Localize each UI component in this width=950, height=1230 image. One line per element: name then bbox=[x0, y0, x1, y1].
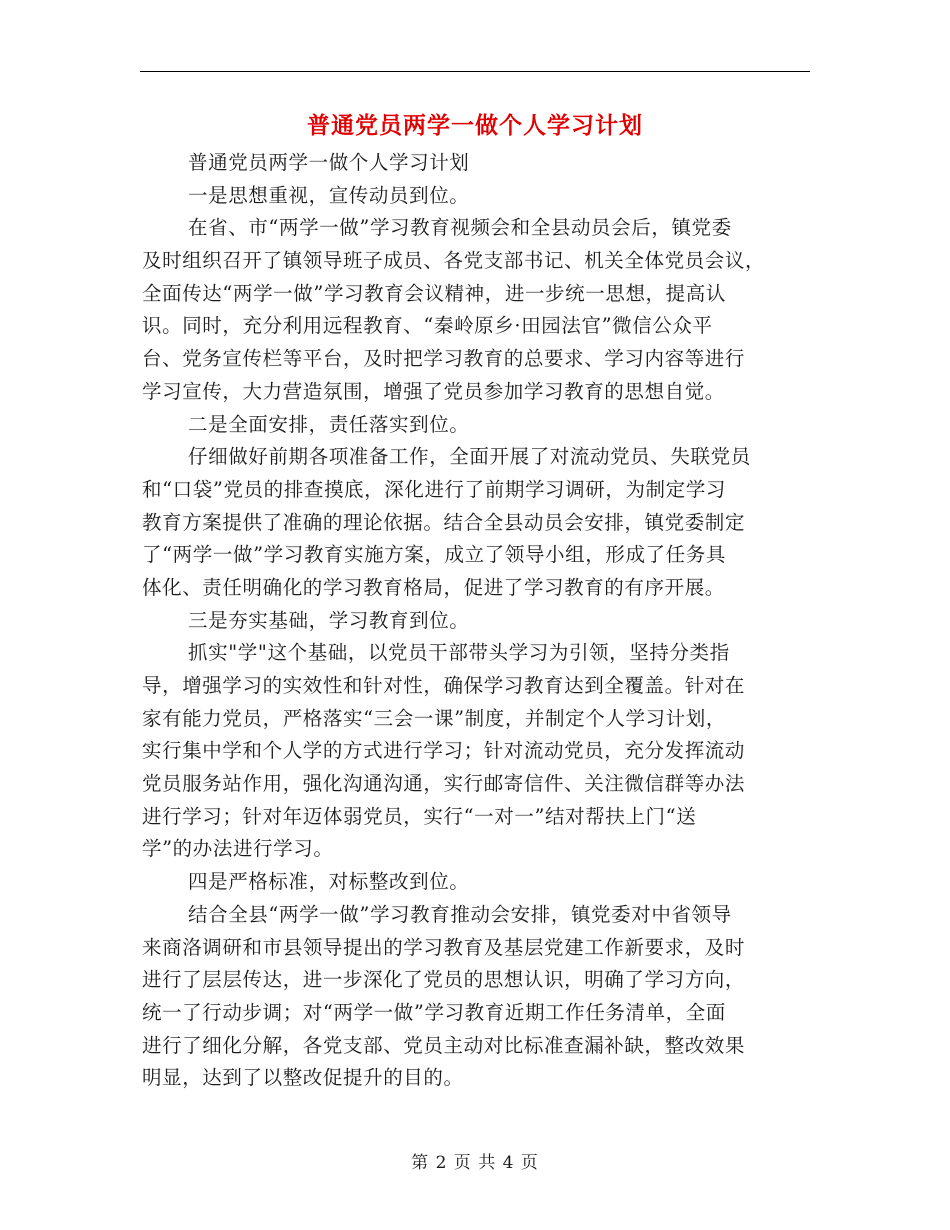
text-line: 导，增强学习的实效性和针对性，确保学习教育达到全覆盖。针对在 bbox=[142, 674, 746, 697]
text-line: 四是严格标准，对标整改到位。 bbox=[188, 870, 470, 894]
text-line: 在省、市“两学一做”学习教育视频会和全县动员会后，镇党委 bbox=[188, 216, 732, 240]
document-title: 普通党员两学一做个人学习计划 bbox=[307, 112, 643, 139]
text-line: 二是全面安排，责任落实到位。 bbox=[188, 412, 470, 436]
text-line: 进行了细化分解，各党支部、党员主动对比标准查漏补缺，整改效果 bbox=[142, 1033, 746, 1057]
text-line: 实行集中学和个人学的方式进行学习；针对流动党员，充分发挥流动 bbox=[142, 739, 746, 763]
text-line: 一是思想重视，宣传动员到位。 bbox=[188, 183, 470, 207]
text-line: 及时组织召开了镇领导班子成员、各党支部书记、机关全体党员会议， bbox=[142, 249, 766, 273]
text-line: 普通党员两学一做个人学习计划 bbox=[188, 151, 470, 174]
text-line: 明显，达到了以整改促提升的目的。 bbox=[142, 1066, 464, 1090]
text-line: 和“口袋”党员的排查摸底，深化进行了前期学习调研，为制定学习 bbox=[142, 477, 726, 501]
text-line: 家有能力党员，严格落实“三会一课”制度，并制定个人学习计划， bbox=[142, 706, 726, 730]
text-line: 进行学习；针对年迈体弱党员，实行“一对一”结对帮扶上门“送 bbox=[142, 804, 697, 828]
text-line: 进行了层层传达，进一步深化了党员的思想认识，明确了学习方向， bbox=[142, 968, 746, 992]
text-line: 学”的办法进行学习。 bbox=[142, 837, 334, 861]
text-line: 识。同时，充分利用远程教育、“秦岭原乡·田园法官”微信公众平 bbox=[142, 314, 713, 338]
header-rule bbox=[140, 71, 810, 72]
page-indicator: 第 2 页 共 4 页 bbox=[411, 1153, 539, 1173]
text-line: 仔细做好前期各项准备工作，全面开展了对流动党员、失联党员 bbox=[188, 445, 751, 469]
text-line: 统一了行动步调；对“两学一做”学习教育近期工作任务清单，全面 bbox=[142, 1000, 726, 1024]
text-line: 台、党务宣传栏等平台，及时把学习教育的总要求、学习内容等进行 bbox=[142, 347, 746, 371]
text-line: 结合全县“两学一做”学习教育推动会安排，镇党委对中省领导 bbox=[188, 902, 732, 926]
text-line: 学习宣传，大力营造氛围，增强了党员参加学习教育的思想自觉。 bbox=[142, 379, 725, 403]
text-line: 三是夯实基础，学习教育到位。 bbox=[188, 608, 470, 632]
text-line: 教育方案提供了准确的理论依据。结合全县动员会安排，镇党委制定 bbox=[142, 510, 746, 534]
text-line: 抓实"学"这个基础，以党员干部带头学习为引领，坚持分类指 bbox=[188, 641, 730, 665]
document-body bbox=[142, 147, 802, 1095]
text-line: 来商洛调研和市县领导提出的学习教育及基层党建工作新要求，及时 bbox=[142, 935, 746, 959]
text-line: 党员服务站作用，强化沟通沟通，实行邮寄信件、关注微信群等办法 bbox=[142, 772, 746, 796]
text-line: 全面传达“两学一做”学习教育会议精神，进一步统一思想，提高认 bbox=[142, 281, 726, 305]
text-line: 体化、责任明确化的学习教育格局，促进了学习教育的有序开展。 bbox=[142, 575, 725, 599]
text-line: 了“两学一做”学习教育实施方案，成立了领导小组，形成了任务具 bbox=[142, 543, 726, 567]
